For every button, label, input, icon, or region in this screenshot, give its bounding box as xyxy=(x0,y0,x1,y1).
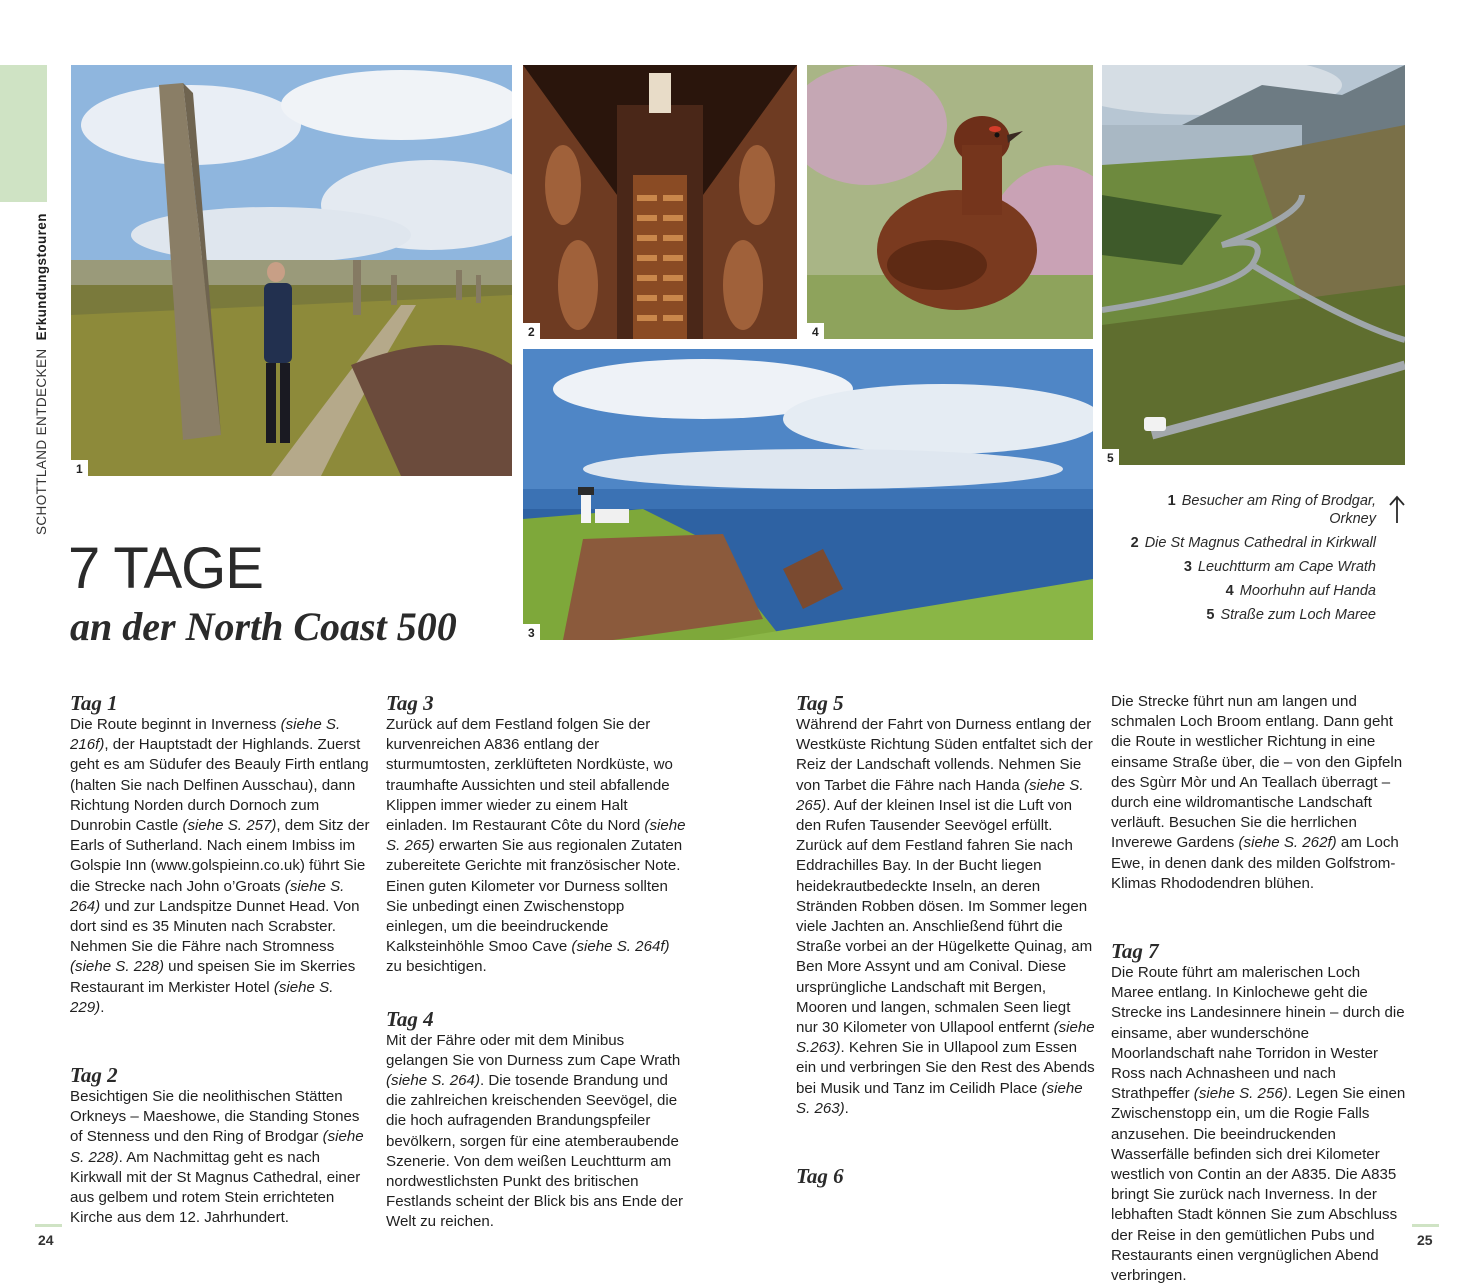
text-column-1 xyxy=(70,692,370,1228)
section-label: SCHOTTLAND ENTDECKEN xyxy=(34,348,49,535)
page-title: 7 TAGE xyxy=(68,536,263,601)
photo-cape-wrath xyxy=(523,349,1093,640)
chapter-tab xyxy=(0,65,47,202)
text-column-4 xyxy=(1111,692,1407,1286)
day-heading: Tag 4 xyxy=(386,1006,434,1031)
photo-ring-of-brodgar xyxy=(71,65,512,476)
text-column-2 xyxy=(386,692,686,1233)
photo-number: 5 xyxy=(1102,449,1119,465)
day-text: Während der Fahrt von Durness entlang der Westküste Richtung Süden entfaltet sich der Reiz der Landschaft vollends. Nehmen Sie von Tarbet die Fähre nach Handa (siehe S. 265). Auf der kleinen Insel ist die Luft von den Rufen Tausender Seevögel erfüllt. Zurück auf dem Festland fahren Sie nach Eddrachilles Bay. In der Bucht liegen heidekrautbedeckte Inseln, an deren Stränden Robben dösen. Im Sommer legen viele Jachten an. Anschließend führt die Straße vorbei an der Hügelkette Quinag, am Ben More Assynt und am Conival. Diese ursprüngliche Landschaft mit Bergen, Mooren und langen, schmalen Seen liegt nur 30 Kilometer von Ullapool entfernt (siehe S.263). Kehren Sie in Ullapool zum Essen ein und verbringen Sie den Rest des Abends bei Musik und Tanz im Ceilidh Place (siehe S. 263). xyxy=(796,716,1095,1117)
photo-loch-maree-road xyxy=(1102,65,1405,465)
day-heading: Tag 2 xyxy=(70,1063,118,1088)
caption-item: 4 Moorhuhn auf Handa xyxy=(1225,583,1376,599)
caption-item: 5 Straße zum Loch Maree xyxy=(1206,607,1376,623)
photo-moorhuhn xyxy=(807,65,1093,339)
day-text: Zurück auf dem Festland folgen Sie der kurvenreichen A836 entlang der sturmumtosten, zerklüfteten Nordküste, wo traumhafte Aussichten und steil abfallende Klippen immer wieder zu einem Halt einladen. Im Restaurant Côte du Nord (siehe S. 265) erwarten Sie aus regionalen Zutaten zubereitete Gerichte mit französischer Note. Einen guten Kilometer vor Durness sollten Sie unbedingt einen Zwischenstopp einlegen, um die beeindruckende Kalksteinhöhle Smoo Cave (siehe S. 264f) zu besichtigen. xyxy=(386,716,686,976)
chapter-label: Erkundungstouren xyxy=(34,213,49,341)
page-number-left: 24 xyxy=(38,1232,54,1248)
caption-item: 2 Die St Magnus Cathedral in Kirkwall xyxy=(1130,535,1376,551)
photo-number: 1 xyxy=(71,460,88,476)
day-heading: Tag 5 xyxy=(796,691,844,715)
day-heading: Tag 6 xyxy=(796,1164,844,1189)
photo-number: 4 xyxy=(807,323,824,339)
day-text: Die Route führt am malerischen Loch Maree entlang. In Kinlochewe geht die Strecke ins Landesinnere hinein – durch die einsame, aber wunderschöne Moorlandschaft nahe Torridon in Wester Ross nach Achnasheen und nach Strathpeffer (siehe S. 256). Legen Sie einen Zwischenstopp ein, um die Rogie Falls anzusehen. Die beeindruckenden Wasserfälle befinden sich drei Kilometer westlich von Contin an der A835. Die A835 bringt Sie zurück nach Inverness. In der lebhaften Stadt können Sie zum Abschluss der Reise in den gemütlichen Pubs und Restaurants einen vergnüglichen Abend verbringen. xyxy=(1111,964,1406,1285)
page-subtitle: an der North Coast 500 xyxy=(70,604,457,649)
day-text: Besichtigen Sie die neolithischen Stätten Orkneys – Maeshowe, die Standing Stones of Stenness und den Ring of Brodgar (siehe S. 228). Am Nachmittag geht es nach Kirkwall mit der St Magnus Cathedral, einer aus gelbem und rotem Stein errichteten Kirche aus dem 12. Jahrhundert. xyxy=(70,1088,364,1227)
photo-number: 3 xyxy=(523,624,540,640)
side-label xyxy=(34,213,49,535)
day-text: Die Strecke führt nun am langen und schmalen Loch Broom entlang. Dann geht die Route in westlicher Richtung in eine einsame Straße über, die – von den Gipfeln des Sgùrr Mòr und An Teallach überragt – durch eine wildromantische Landschaft verläuft. Besuchen Sie die herrlichen Inverewe Gardens (siehe S. 262f) am Loch Ewe, in denen dank des milden Golfstrom-Klimas Rhododendren blühen. xyxy=(1111,693,1403,892)
day-text: Die Route beginnt in Inverness (siehe S. 216f), der Hauptstadt der Highlands. Zuerst geht es am Südufer des Beauly Firth entlang (halten Sie nach Delfinen Ausschau), dann Richtung Norden durch Dornoch zum Dunrobin Castle (siehe S. 257), dem Sitz der Earls of Sutherland. Nach einem Imbiss im Golspie Inn (www.golspieinn.co.uk) führt Sie die Strecke nach John o’Groats (siehe S. 264) und zur Landspitze Dunnet Head. Von dort sind es 35 Minuten nach Scrabster. Nehmen Sie die Fähre nach Stromness (siehe S. 228) und speisen Sie im Skerries Restaurant im Merkister Hotel (siehe S. 229). xyxy=(70,716,370,1016)
caption-item: 1 Besucher am Ring of Brodgar, Orkney xyxy=(1167,493,1376,527)
day-heading: Tag 3 xyxy=(386,691,434,715)
page-rule-left xyxy=(35,1224,62,1227)
photo-st-magnus-cathedral xyxy=(523,65,797,339)
arrow-up-icon xyxy=(1387,494,1407,524)
day-heading: Tag 1 xyxy=(70,691,118,715)
page-number-right: 25 xyxy=(1417,1232,1433,1248)
photo-number: 2 xyxy=(523,323,540,339)
day-heading: Tag 7 xyxy=(1111,939,1159,964)
day-text: Mit der Fähre oder mit dem Minibus gelangen Sie von Durness zum Cape Wrath (siehe S. 264). Die tosende Brandung und die zahlreichen kreischenden Seevögel, die die hoch aufragenden Brandungspfeiler bevölkern, sorgen für eine atemberaubende Szenerie. Von dem weißen Leuchtturm am nordwestlichsten Punkt des britischen Festlands scheint der Blick bis ans Ende der Welt zu reichen. xyxy=(386,1031,683,1231)
caption-item: 3 Leuchtturm am Cape Wrath xyxy=(1183,559,1376,575)
page-rule-right xyxy=(1412,1224,1439,1227)
photo-captions xyxy=(1130,492,1376,630)
text-column-3 xyxy=(796,692,1096,1188)
